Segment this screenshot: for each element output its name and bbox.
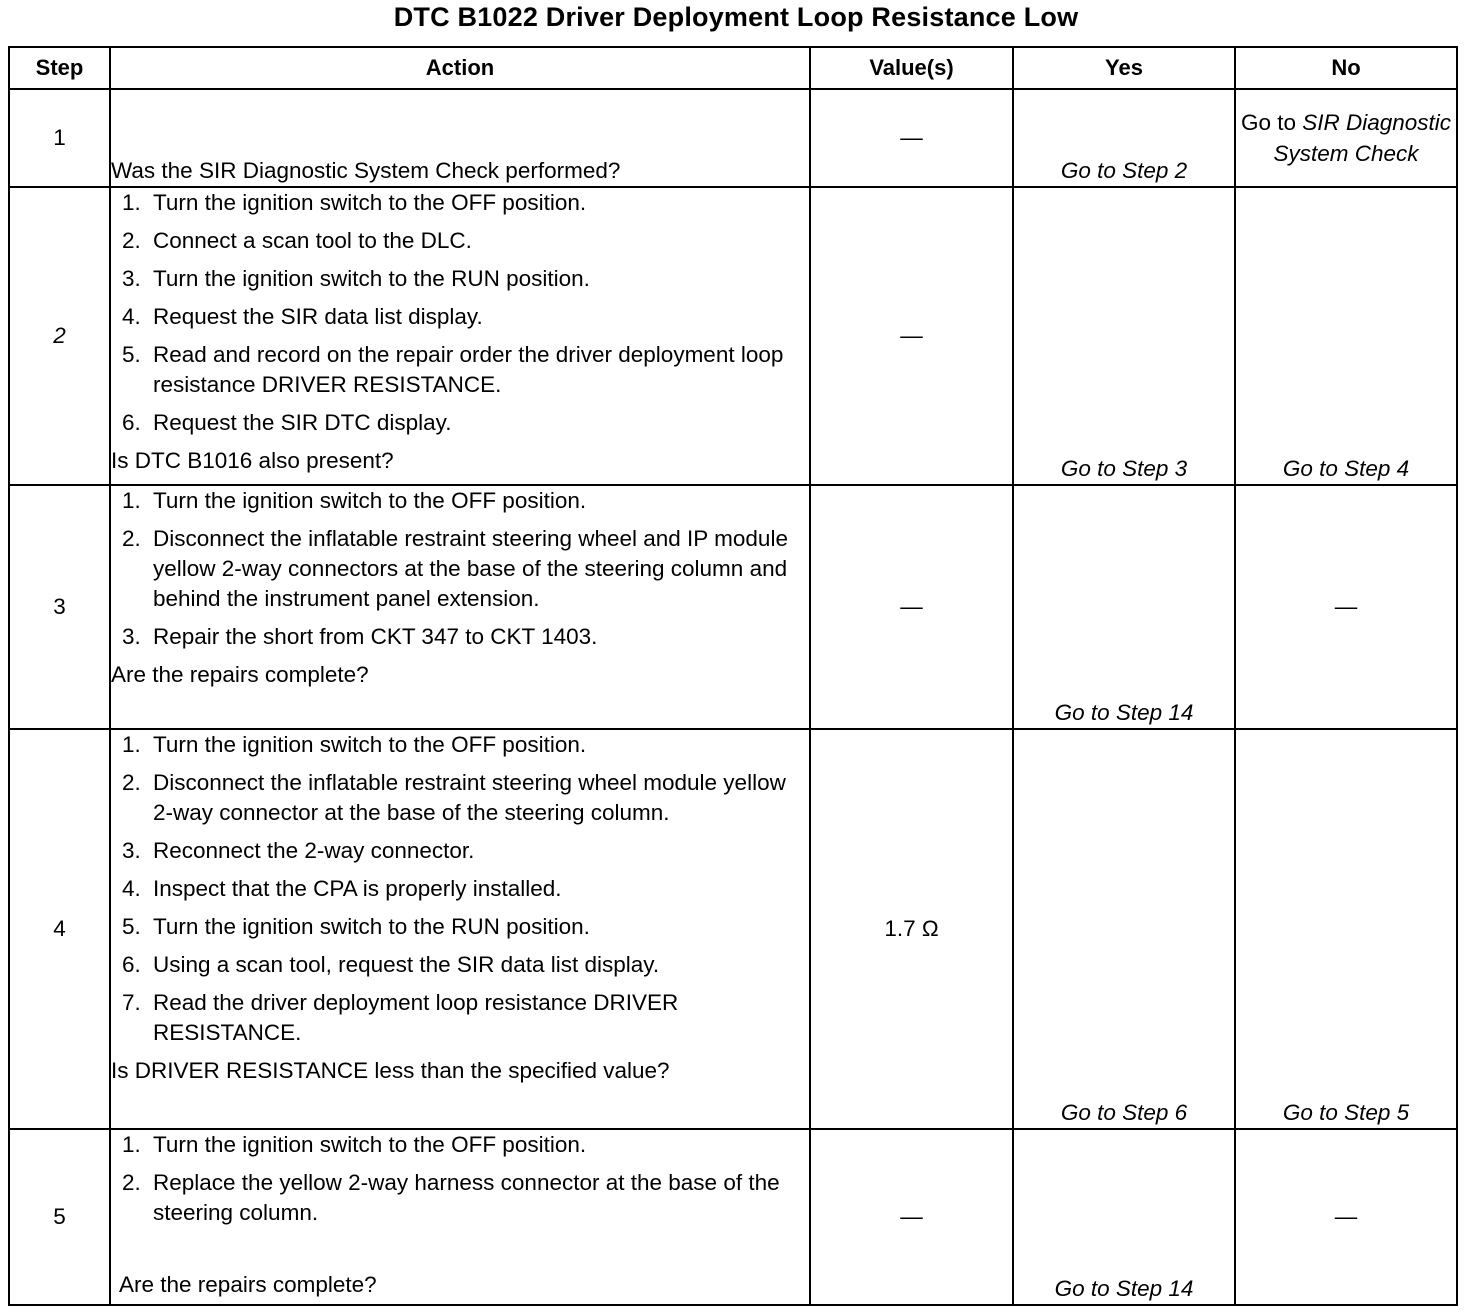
action-cell [110, 729, 810, 1129]
action-item: 2. Disconnect the inflatable restraint steering wheel module yellow 2-way connector at the base of the steering column. [147, 768, 809, 828]
action-item: 1. Turn the ignition switch to the OFF position. [147, 188, 809, 218]
value-cell [810, 187, 1013, 485]
no-prefix: Go to [1240, 110, 1296, 135]
value-text: — [900, 125, 923, 150]
action-item: 4. Request the SIR data list display. [147, 302, 809, 332]
step-number: 5 [9, 1129, 110, 1305]
value-cell [810, 89, 1013, 187]
value-text: — [1334, 1204, 1358, 1229]
action-item: 2. Disconnect the inflatable restraint steering wheel and IP module yellow 2-way connectors at the base of the steering column and behind the instrument panel extension. [147, 524, 809, 614]
yes-cell: Go to Step 2 [1013, 89, 1235, 187]
header-action: Action [110, 47, 810, 89]
no-cell [1235, 1129, 1457, 1305]
action-item: 7. Read the driver deployment loop resistance DRIVER RESISTANCE. [147, 988, 809, 1048]
step-number: 2 [9, 187, 110, 485]
no-cell [1235, 89, 1457, 187]
page-title: DTC B1022 Driver Deployment Loop Resistance Low [393, 2, 1079, 32]
question-text: Was the SIR Diagnostic System Check performed? [111, 158, 621, 183]
action-item: 2. Connect a scan tool to the DLC. [147, 226, 809, 256]
header-row [9, 47, 1457, 89]
header-no: No [1235, 47, 1457, 89]
action-cell [110, 89, 810, 187]
step-number: 4 [9, 729, 110, 1129]
no-cell: Go to Step 4 [1235, 187, 1457, 485]
action-item: 2. Replace the yellow 2-way harness connector at the base of the steering column. [147, 1168, 809, 1228]
question-text: Is DRIVER RESISTANCE less than the specified value? [111, 1058, 670, 1083]
value-cell [810, 1129, 1013, 1305]
question-text: Are the repairs complete? [111, 662, 369, 687]
step-number: 3 [9, 485, 110, 729]
action-cell [110, 1129, 810, 1305]
action-item: 6. Using a scan tool, request the SIR data list display. [147, 950, 809, 980]
action-item: 3. Turn the ignition switch to the RUN position. [147, 264, 809, 294]
action-item: 1. Turn the ignition switch to the OFF position. [147, 486, 809, 516]
action-item: 1. Turn the ignition switch to the OFF position. [147, 1130, 809, 1160]
value-text: — [1334, 594, 1358, 619]
table-row [9, 1129, 1457, 1305]
yes-cell: Go to Step 6 [1013, 729, 1235, 1129]
value-cell [810, 485, 1013, 729]
value-cell [810, 729, 1013, 1129]
value-text: — [900, 1204, 923, 1229]
header-values: Value(s) [810, 47, 1013, 89]
yes-cell: Go to Step 3 [1013, 187, 1235, 485]
action-item: 1. Turn the ignition switch to the OFF position. [147, 730, 809, 760]
table-row [9, 729, 1457, 1129]
question-text: Are the repairs complete? [119, 1272, 377, 1297]
value-text: 1.7 Ω [884, 916, 939, 941]
action-list [111, 188, 809, 438]
action-item: 3. Reconnect the 2-way connector. [147, 836, 809, 866]
yes-cell: Go to Step 14 [1013, 485, 1235, 729]
step-number: 1 [9, 89, 110, 187]
no-cell: Go to Step 5 [1235, 729, 1457, 1129]
table-row [9, 485, 1457, 729]
action-cell [110, 187, 810, 485]
action-list [111, 730, 809, 1048]
table-row [9, 187, 1457, 485]
diagnostic-table [8, 46, 1458, 1306]
action-item: 4. Inspect that the CPA is properly installed. [147, 874, 809, 904]
action-item: 5. Turn the ignition switch to the RUN position. [147, 912, 809, 942]
action-list [111, 486, 809, 652]
no-italic-link: SIR Diagnostic System Check [1273, 110, 1452, 166]
value-text: — [900, 323, 923, 348]
value-text: — [900, 594, 923, 619]
action-list [111, 1130, 809, 1228]
no-cell [1235, 485, 1457, 729]
action-cell [110, 485, 810, 729]
yes-cell: Go to Step 14 [1013, 1129, 1235, 1305]
action-item: 5. Read and record on the repair order the driver deployment loop resistance DRIVER RESISTANCE. [147, 340, 809, 400]
action-item: 3. Repair the short from CKT 347 to CKT 1403. [147, 622, 809, 652]
table-row [9, 89, 1457, 187]
action-item: 6. Request the SIR DTC display. [147, 408, 809, 438]
header-step: Step [9, 47, 110, 89]
question-text: Is DTC B1016 also present? [111, 448, 394, 473]
header-yes: Yes [1013, 47, 1235, 89]
